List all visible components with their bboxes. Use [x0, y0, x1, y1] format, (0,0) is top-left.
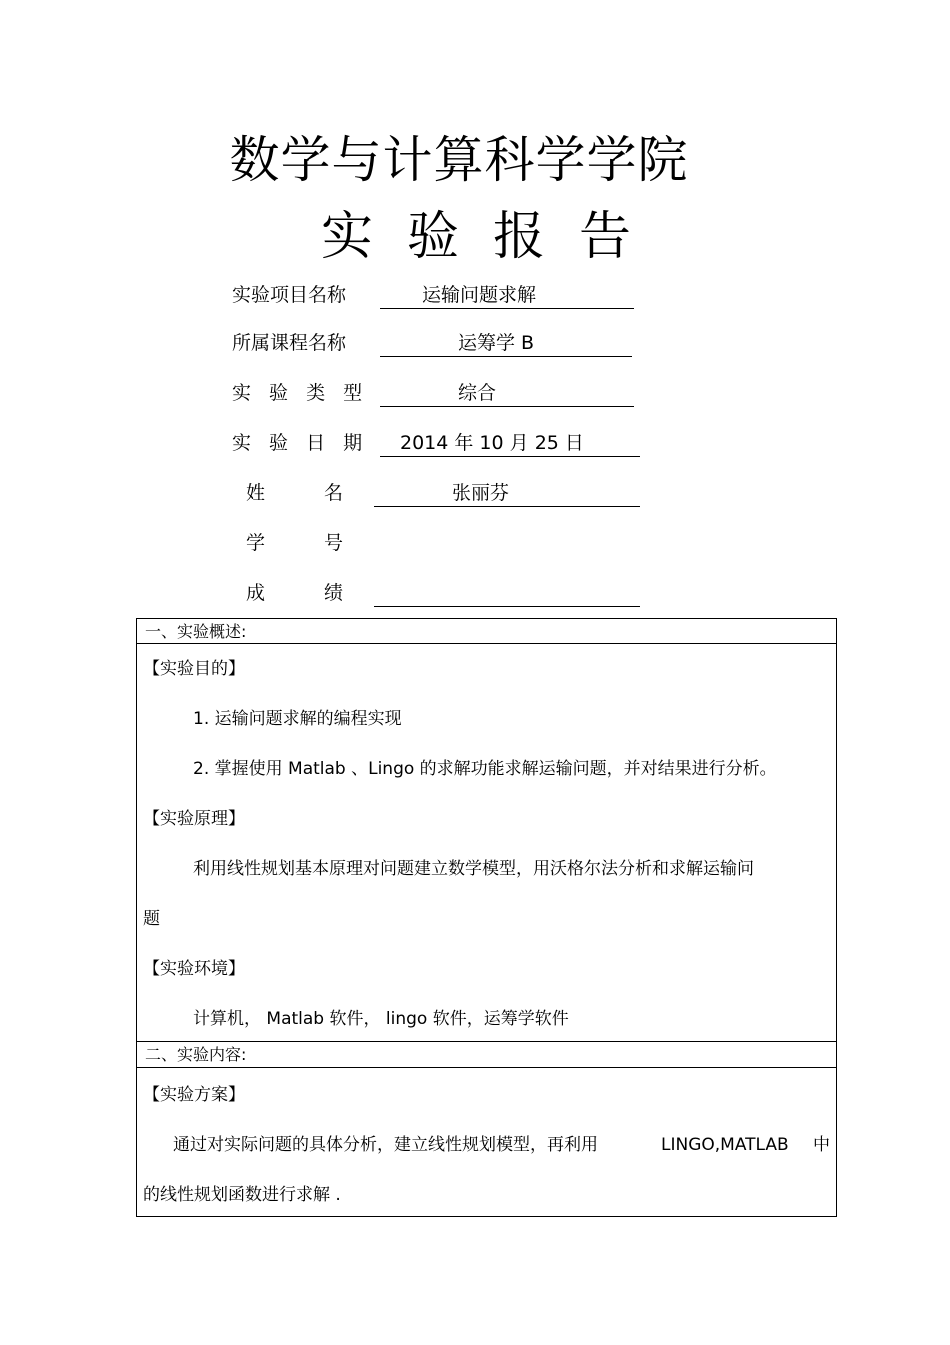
id-label-2: 号 [324, 532, 344, 554]
plan-line-1b: LINGO,MATLAB [661, 1135, 789, 1155]
name-value: 张丽芬 [452, 482, 510, 504]
plan-line-1a: 通过对实际问题的具体分析，建立线性规划模型，再利用 [173, 1135, 598, 1155]
principle-line-1: 利用线性规划基本原理对问题建立数学模型，用沃格尔法分析和求解运输问 [193, 859, 754, 879]
env-text: 计算机， Matlab 软件， lingo 软件，运筹学软件 [193, 1009, 569, 1029]
project-field [380, 280, 634, 309]
name-label-1: 姓 [246, 482, 266, 504]
plan-line-2: 的线性规划函数进行求解 . [143, 1185, 341, 1205]
section1-header [137, 619, 836, 644]
date-field [380, 428, 640, 457]
type-value: 综合 [458, 382, 497, 404]
divider [137, 643, 836, 644]
type-field [380, 378, 634, 407]
course-value: 运筹学 B [458, 332, 535, 354]
divider [137, 1067, 836, 1068]
purpose-item-2: 2. 掌握使用 Matlab 、Lingo 的求解功能求解运输问题，并对结果进行分析。 [193, 759, 777, 779]
grade-label-1: 成 [246, 582, 266, 604]
grade-label-2: 绩 [324, 582, 344, 604]
name-field [374, 478, 640, 507]
course-label: 所属课程名称 [232, 332, 347, 354]
project-label: 实验项目名称 [232, 284, 347, 306]
section2-header-text: 二、实验内容: [145, 1045, 247, 1064]
date-value: 2014 年 10 月 25 日 [400, 432, 584, 454]
purpose-item-1: 1. 运输问题求解的编程实现 [193, 709, 402, 729]
grade-field [374, 578, 640, 607]
plan-title: 【实验方案】 [143, 1085, 245, 1105]
id-label-1: 学 [246, 532, 266, 554]
report-table [136, 618, 837, 1217]
env-title: 【实验环境】 [143, 959, 245, 979]
report-title: 实验报告 [320, 207, 665, 267]
section1-header-text: 一、实验概述: [145, 622, 247, 641]
section2-header [137, 1042, 836, 1067]
course-field [380, 328, 632, 357]
project-value: 运输问题求解 [422, 284, 537, 306]
principle-title: 【实验原理】 [143, 809, 245, 829]
date-label: 实 验 日 期 [232, 432, 369, 454]
institute-title: 数学与计算科学学院 [229, 131, 689, 189]
plan-line-1c: 中 [813, 1135, 830, 1155]
name-label-2: 名 [324, 482, 344, 504]
type-label: 实 验 类 型 [232, 382, 369, 404]
purpose-title: 【实验目的】 [143, 659, 245, 679]
principle-line-2: 题 [143, 909, 160, 929]
